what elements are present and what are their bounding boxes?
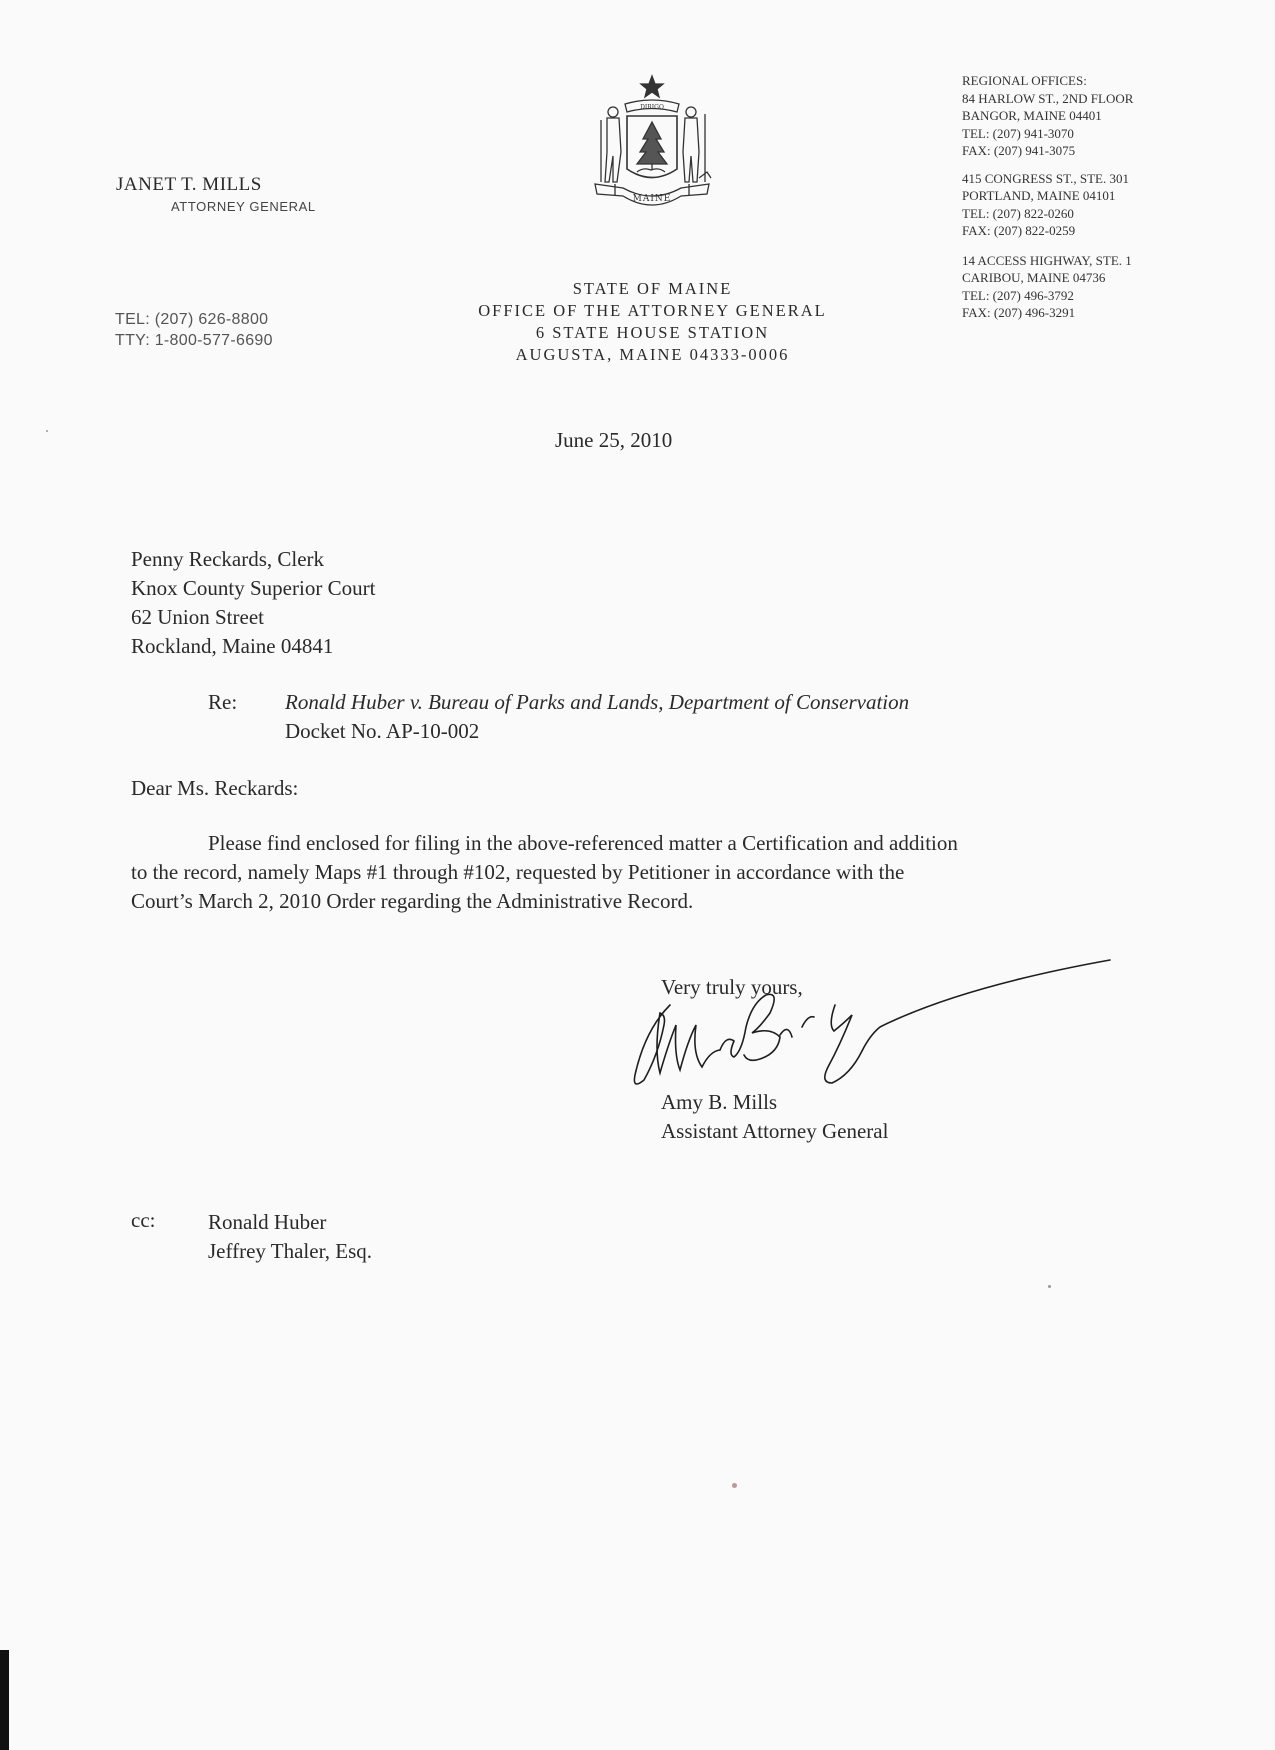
letter-date: June 25, 2010 <box>555 428 673 452</box>
recipient-line: Rockland, Maine 04841 <box>131 634 334 658</box>
cc-recipient: Ronald Huber <box>208 1210 327 1234</box>
regional-office-portland <box>962 170 1133 240</box>
re-label: Re: <box>208 690 238 714</box>
regional-address: 84 HARLOW ST., 2ND FLOOR <box>962 90 1134 106</box>
scan-speck <box>1048 1285 1051 1288</box>
office-line-office: OFFICE OF THE ATTORNEY GENERAL <box>478 301 827 320</box>
regional-office-bangor <box>962 72 1133 160</box>
attorney-general-name: JANET T. MILLS <box>116 174 262 195</box>
scan-edge <box>0 1650 9 1750</box>
regional-city: BANGOR, MAINE 04401 <box>962 108 1102 123</box>
attorney-general-title: ATTORNEY GENERAL <box>171 199 316 214</box>
office-address-block <box>440 278 865 366</box>
handwritten-signature <box>630 955 1115 1095</box>
regional-tel: TEL: (207) 941-3070 <box>962 125 1074 141</box>
re-docket: Docket No. AP-10-002 <box>285 719 480 743</box>
office-line-city: AUGUSTA, MAINE 04333-0006 <box>515 345 790 364</box>
scan-speck <box>732 1483 737 1488</box>
salutation: Dear Ms. Reckards: <box>131 776 299 800</box>
regional-tel: TEL: (207) 822-0260 <box>962 205 1074 221</box>
body-line: Please find enclosed for filing in the above-referenced matter a Certification and addition <box>208 831 958 855</box>
recipient-address <box>131 545 375 661</box>
regional-address: 415 CONGRESS ST., STE. 301 <box>962 170 1129 186</box>
re-block <box>285 688 909 746</box>
recipient-line: Penny Reckards, Clerk <box>131 547 325 571</box>
regional-heading: REGIONAL OFFICES: <box>962 73 1087 88</box>
regional-offices <box>962 72 1133 334</box>
office-line-state: STATE OF MAINE <box>572 279 733 298</box>
cc-label: cc: <box>131 1208 156 1232</box>
office-line-station: 6 STATE HOUSE STATION <box>535 323 770 342</box>
recipient-line: Knox County Superior Court <box>131 576 376 600</box>
cc-list <box>208 1208 372 1266</box>
main-tty: TTY: 1-800-577-6690 <box>115 332 273 349</box>
signer-title: Assistant Attorney General <box>661 1119 889 1143</box>
regional-office-caribou <box>962 252 1133 322</box>
regional-fax: FAX: (207) 496-3291 <box>962 305 1076 320</box>
closing: Very truly yours, <box>661 975 803 999</box>
recipient-line: 62 Union Street <box>131 605 264 629</box>
body-paragraph <box>131 829 1111 916</box>
regional-tel: TEL: (207) 496-3792 <box>962 287 1074 303</box>
signer-name: Amy B. Mills <box>661 1090 778 1114</box>
regional-city: PORTLAND, MAINE 04101 <box>962 188 1116 203</box>
seal-label: MAINE <box>632 194 672 204</box>
body-line: to the record, namely Maps #1 through #102, requested by Petitioner in accordance with the <box>131 860 905 884</box>
regional-city: CARIBOU, MAINE 04736 <box>962 270 1106 285</box>
cc-recipient: Jeffrey Thaler, Esq. <box>208 1239 372 1263</box>
regional-address: 14 ACCESS HIGHWAY, STE. 1 <box>962 252 1132 268</box>
main-tel: TEL: (207) 626-8800 <box>115 311 269 328</box>
body-line: Court’s March 2, 2010 Order regarding the Administrative Record. <box>131 889 694 913</box>
scan-speck <box>46 430 48 432</box>
main-phone-block <box>115 309 273 351</box>
regional-fax: FAX: (207) 822-0259 <box>962 223 1076 238</box>
seal-motto: DIRIGO <box>640 104 664 111</box>
regional-fax: FAX: (207) 941-3075 <box>962 143 1076 158</box>
signer-block <box>661 1088 888 1146</box>
re-case-title: Ronald Huber v. Bureau of Parks and Lands, Department of Conservation <box>285 690 910 714</box>
maine-state-seal-icon <box>585 74 720 224</box>
